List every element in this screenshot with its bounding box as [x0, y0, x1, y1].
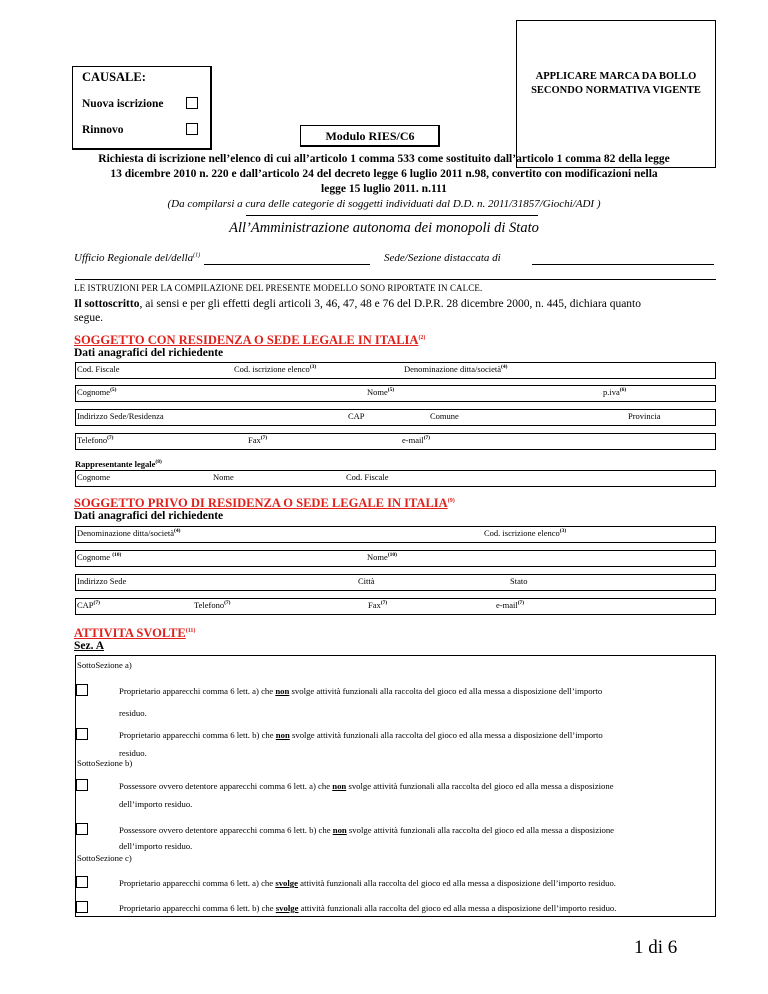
italy-telefono-note: (7): [107, 435, 114, 442]
foreign-cod-iscr-label: [484, 528, 566, 538]
office-divider: [75, 279, 716, 280]
section-foreign-title: [74, 496, 455, 511]
foreign-nome-text: Nome: [367, 552, 388, 562]
italy-cognome-note: (5): [110, 387, 117, 394]
activity-b2-key: non: [332, 825, 347, 835]
foreign-indirizzo-label: Indirizzo Sede: [77, 576, 127, 586]
legal-rep-title-text: Rappresentante legale: [75, 459, 156, 469]
causale-title: CAUSALE:: [82, 70, 146, 84]
activity-a2-pre: Proprietario apparecchi comma 6 lett. b) che: [119, 730, 276, 740]
sede-field[interactable]: [532, 264, 714, 265]
subsection-b-label: SottoSezione b): [77, 758, 133, 768]
foreign-cognome-label: [77, 552, 121, 562]
activities-sez: Sez. A: [74, 640, 105, 652]
activity-c1-pre: Proprietario apparecchi comma 6 lett. a) che: [119, 878, 276, 888]
italy-nome-note: (5): [387, 387, 395, 394]
foreign-cod-iscr-text: Cod. iscrizione elenco: [484, 528, 560, 538]
activity-a1-checkbox[interactable]: [76, 684, 88, 696]
foreign-nome-label: [367, 552, 397, 562]
section-foreign-title-text: SOGGETTO PRIVO DI RESIDENZA O SEDE LEGALE IN ITALIA: [74, 496, 448, 510]
activity-a1-post1: svolge attività funzionali alla raccolta del gioco ed alla messa a disposizione dell’importo: [289, 686, 603, 696]
activities-note: (11): [185, 627, 196, 634]
foreign-telefono-note: (7): [224, 600, 231, 607]
addressee: All’Amministrazione autonoma dei monopoli di Stato: [229, 220, 539, 236]
foreign-fax-note: (7): [380, 600, 388, 607]
nuova-iscrizione-checkbox[interactable]: [186, 97, 198, 109]
declaration-bold: Il sottoscritto: [74, 298, 140, 310]
italy-piva-text: p.iva: [603, 387, 620, 397]
italy-nome-label: [367, 387, 394, 397]
legal-rep-note: (8): [155, 459, 162, 466]
legal-rep-cognome-label: Cognome: [77, 472, 111, 482]
foreign-denominazione-label: [77, 528, 180, 538]
activity-c2-post1: attività funzionali alla raccolta del gioco ed alla messa a disposizione dell’importo residuo.: [298, 903, 617, 913]
foreign-email-text: e-mail: [496, 600, 518, 610]
italy-fax-text: Fax: [248, 435, 261, 445]
italy-denominazione-note: (4): [501, 364, 508, 371]
italy-cod-fiscale-label: Cod. Fiscale: [77, 364, 120, 374]
activity-c1-key: svolge: [275, 878, 298, 888]
italy-provincia-label: Provincia: [628, 411, 661, 421]
stamp-instruction: APPLICARE MARCA DA BOLLO SECONDO NORMATIVA VIGENTE: [531, 71, 701, 96]
italy-cod-iscr-text: Cod. iscrizione elenco: [234, 364, 310, 374]
foreign-denominazione-note: (4): [174, 528, 181, 535]
activity-b2-post1: svolge attività funzionali alla raccolta del gioco ed alla messa a disposizione: [346, 825, 615, 835]
declaration: [74, 297, 719, 325]
foreign-email-note: (7): [517, 600, 525, 607]
rinnovo-checkbox[interactable]: [186, 123, 198, 135]
italy-cognome-label: [77, 387, 116, 397]
foreign-row-3[interactable]: [75, 574, 716, 591]
activity-b1-text: [119, 778, 709, 812]
ufficio-field[interactable]: [204, 264, 370, 265]
foreign-cognome-note: (10): [112, 552, 122, 559]
section-italy-subtitle: Dati anagrafici del richiedente: [74, 347, 224, 359]
activity-b2-post2: dell’importo residuo.: [119, 841, 193, 851]
foreign-cap-text: CAP: [77, 600, 94, 610]
declaration-line-1: , ai sensi e per gli effetti degli articoli 3, 46, 47, 48 e 76 del D.P.R. 28 dicembre 2000, n. 445, dichiara quanto: [139, 298, 641, 310]
legal-rep-cod-fiscale-label: Cod. Fiscale: [346, 472, 389, 482]
foreign-telefono-label: [194, 600, 231, 610]
subsection-c-label: SottoSezione c): [77, 853, 132, 863]
instructions: LE ISTRUZIONI PER LA COMPILAZIONE DEL PRESENTE MODELLO SONO RIPORTATE IN CALCE.: [74, 283, 483, 293]
ufficio-label: [74, 252, 200, 264]
activity-a1-key: non: [275, 686, 290, 696]
italy-row-1[interactable]: [75, 362, 716, 379]
section-italy-note: (2): [418, 334, 426, 341]
italy-cap-label: CAP: [348, 411, 365, 421]
activity-b2-pre: Possessore ovvero detentore apparecchi comma 6 lett. b) che: [119, 825, 333, 835]
foreign-cap-note: (7): [93, 600, 100, 607]
activity-a2-post1: svolge attività funzionali alla raccolta del gioco ed alla messa a disposizione dell’importo: [289, 730, 603, 740]
italy-nome-text: Nome: [367, 387, 388, 397]
italy-denominazione-text: Denominazione ditta/società: [404, 364, 502, 374]
section-italy-title-text: SOGGETTO CON RESIDENZA O SEDE LEGALE IN ITALIA: [74, 333, 419, 347]
activities-title-text: ATTIVITA SVOLTE: [74, 626, 186, 640]
legal-rep-title: [75, 459, 162, 469]
italy-email-note: (7): [423, 435, 431, 442]
italy-telefono-text: Telefono: [77, 435, 108, 445]
activity-c2-text: [119, 900, 713, 916]
activity-c2-key: svolge: [275, 903, 299, 913]
activity-a2-key: non: [275, 730, 290, 740]
foreign-fax-text: Fax: [368, 600, 381, 610]
activity-b1-post2: dell’importo residuo.: [119, 799, 193, 809]
italy-row-4[interactable]: [75, 433, 716, 450]
activity-b2-text: [119, 822, 709, 854]
activity-b2-checkbox[interactable]: [76, 823, 88, 835]
italy-fax-note: (7): [260, 435, 268, 442]
activity-b1-key: non: [332, 781, 347, 791]
heading-divider: [246, 215, 538, 216]
option-nuova-iscrizione-label: Nuova iscrizione: [82, 98, 164, 110]
sede-label: Sede/Sezione distaccata di: [384, 252, 501, 264]
italy-piva-note: (6): [619, 387, 627, 394]
foreign-email-label: [496, 600, 524, 610]
italy-fax-label: [248, 435, 267, 445]
activity-a2-post2: residuo.: [119, 748, 147, 758]
italy-email-label: [402, 435, 430, 445]
foreign-stato-label: Stato: [510, 576, 528, 586]
section-italy-title: [74, 333, 425, 348]
foreign-cap-label: [77, 600, 100, 610]
heading-line-2: 13 dicembre 2010 n. 220 e dall’articolo 24 del decreto legge 6 luglio 2011 n.98, convertito con modificazioni nella: [110, 168, 658, 180]
italy-piva-label: [603, 387, 626, 397]
activity-a2-text: [119, 727, 709, 761]
foreign-nome-note: (10): [387, 552, 397, 559]
subsection-a-label: SottoSezione a): [77, 660, 132, 670]
heading-note: (Da compilarsi a cura delle categorie di soggetti individuati dal D.D. n. 2011/31857/Giochi/ADI ): [167, 198, 601, 210]
option-rinnovo-label: Rinnovo: [82, 124, 124, 136]
foreign-denominazione-text: Denominazione ditta/società: [77, 528, 175, 538]
italy-indirizzo-label: Indirizzo Sede/Residenza: [77, 411, 164, 421]
activity-a1-text: [119, 683, 709, 721]
activity-b1-checkbox[interactable]: [76, 779, 88, 791]
page-number: 1 di 6: [634, 937, 678, 958]
activity-c2-pre: Proprietario apparecchi comma 6 lett. b) che: [119, 903, 276, 913]
activity-c1-checkbox[interactable]: [76, 876, 88, 888]
foreign-citta-label: Città: [358, 576, 375, 586]
italy-telefono-label: [77, 435, 114, 445]
section-foreign-note: (9): [447, 497, 455, 504]
section-foreign-subtitle: Dati anagrafici del richiedente: [74, 510, 224, 522]
italy-cod-iscr-label: [234, 364, 316, 374]
activity-c1-text: [119, 875, 709, 891]
italy-cognome-text: Cognome: [77, 387, 111, 397]
foreign-cognome-text: Cognome: [77, 552, 111, 562]
italy-cod-iscr-note: (3): [309, 364, 317, 371]
module-label: Modulo RIES/C6: [325, 129, 415, 143]
foreign-cod-iscr-note: (3): [559, 528, 567, 535]
italy-email-text: e-mail: [402, 435, 424, 445]
activity-b1-pre: Possessore ovvero detentore apparecchi comma 6 lett. a) che: [119, 781, 333, 791]
ufficio-note: (1): [193, 252, 201, 259]
activity-c1-post1: attività funzionali alla raccolta del gioco ed alla messa a disposizione dell’importo residuo.: [298, 878, 616, 888]
legal-rep-nome-label: Nome: [213, 472, 234, 482]
declaration-line-2: segue.: [74, 312, 104, 324]
italy-denominazione-label: [404, 364, 507, 374]
activity-a2-checkbox[interactable]: [76, 728, 88, 740]
foreign-row-4[interactable]: [75, 598, 716, 615]
activity-a1-pre: Proprietario apparecchi comma 6 lett. a) che: [119, 686, 276, 696]
italy-row-3[interactable]: [75, 409, 716, 426]
activity-b1-post1: svolge attività funzionali alla raccolta del gioco ed alla messa a disposizione: [346, 781, 614, 791]
italy-comune-label: Comune: [430, 411, 459, 421]
foreign-fax-label: [368, 600, 387, 610]
activity-a1-post2: residuo.: [119, 708, 147, 718]
activity-c2-checkbox[interactable]: [76, 901, 88, 913]
ufficio-text: Ufficio Regionale del/della: [74, 252, 194, 264]
legal-rep-row[interactable]: [75, 470, 716, 487]
heading-line-3: legge 15 luglio 2011. n.111: [321, 183, 447, 195]
foreign-telefono-text: Telefono: [194, 600, 225, 610]
activities-title: [74, 626, 195, 641]
heading-line-1: Richiesta di iscrizione nell’elenco di cui all’articolo 1 comma 533 come sostituito dall’articolo 1 comma 82 della legge: [98, 153, 670, 165]
